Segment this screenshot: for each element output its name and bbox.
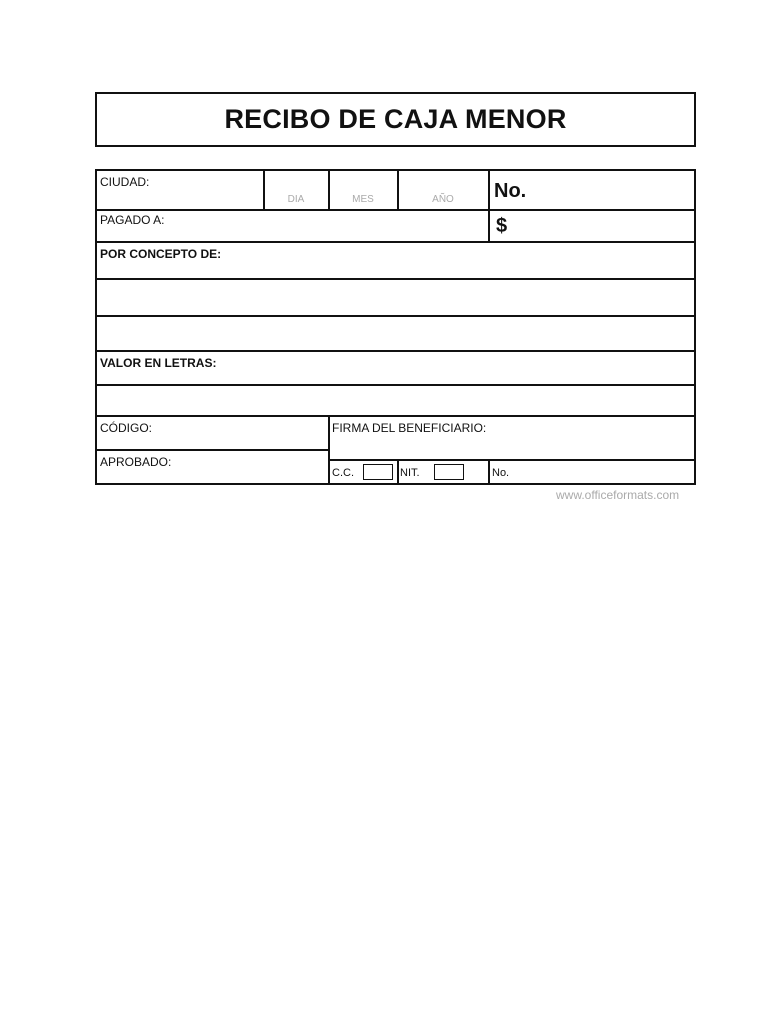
- ciudad-label: CIUDAD:: [100, 175, 150, 189]
- nit-checkbox: [434, 464, 464, 480]
- form-title: RECIBO DE CAJA MENOR: [224, 104, 567, 134]
- por-concepto-label: POR CONCEPTO DE:: [100, 247, 222, 261]
- row-divider-2: [96, 241, 695, 243]
- dia-label: DIA: [287, 194, 305, 205]
- row-divider-3: [96, 278, 695, 280]
- col-divider-no: [488, 460, 490, 484]
- id-number-label: No.: [492, 467, 510, 479]
- row-divider-6: [96, 384, 695, 386]
- mes-label: MES: [352, 194, 374, 205]
- cc-checkbox: [363, 464, 393, 480]
- codigo-label: CÓDIGO:: [100, 421, 153, 435]
- row-divider-9: [328, 459, 695, 461]
- pagado-a-label: PAGADO A:: [100, 213, 165, 227]
- col-divider-firma: [328, 416, 330, 484]
- row-divider-1: [96, 209, 695, 211]
- website-footer: www.officeformats.com: [556, 488, 680, 502]
- title-box: [95, 92, 696, 147]
- row-divider-4: [96, 315, 695, 317]
- col-divider-numero: [488, 170, 490, 241]
- col-divider-nit: [397, 460, 399, 484]
- nit-label: NIT.: [400, 467, 420, 479]
- amount-dollar-sign: $: [496, 215, 508, 237]
- receipt-form: [95, 169, 696, 485]
- firma-beneficiario-label: FIRMA DEL BENEFICIARIO:: [332, 421, 487, 435]
- anio-label: AÑO: [432, 194, 454, 205]
- row-divider-8: [96, 449, 328, 451]
- row-divider-7: [96, 415, 695, 417]
- cc-label: C.C.: [332, 467, 354, 479]
- valor-letras-label: VALOR EN LETRAS:: [100, 356, 217, 370]
- row-divider-5: [96, 350, 695, 352]
- aprobado-label: APROBADO:: [100, 455, 172, 469]
- receipt-number-label: No.: [494, 180, 527, 202]
